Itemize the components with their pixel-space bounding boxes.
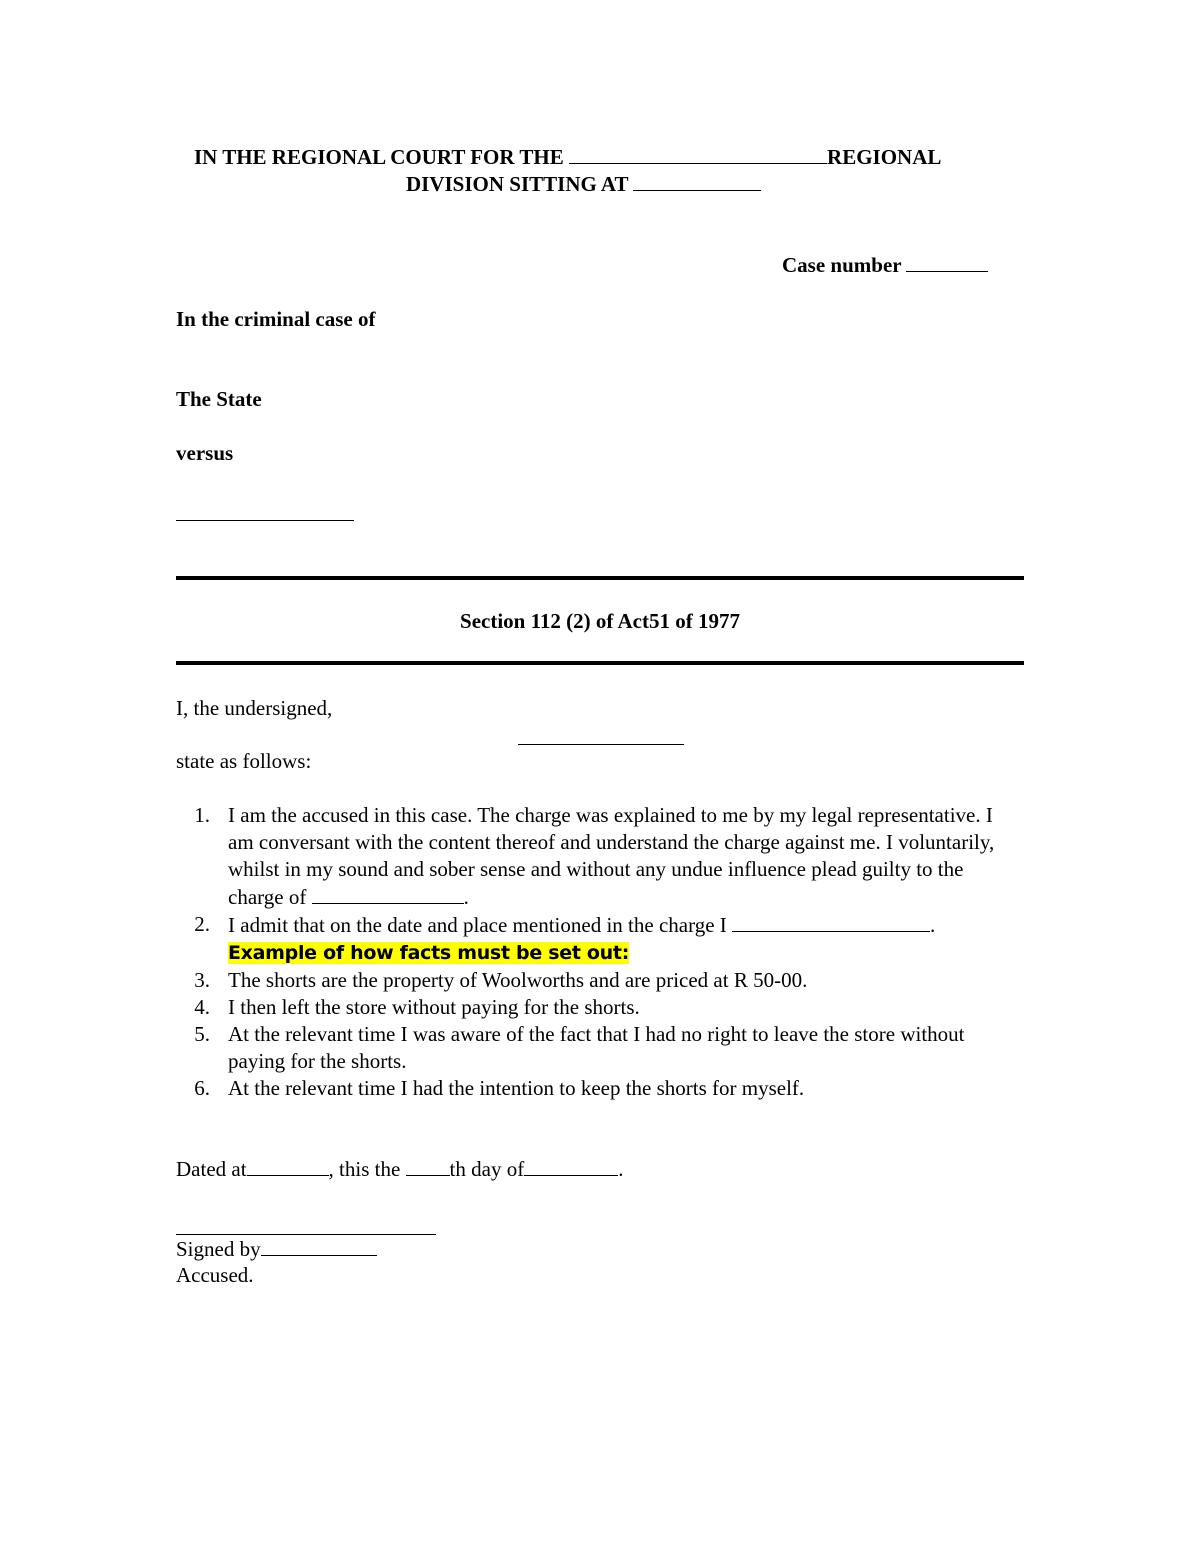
list-item xyxy=(176,1075,1036,1102)
list-number: 1. xyxy=(194,803,210,827)
criminal-case-label: In the criminal case of xyxy=(176,307,376,331)
statement-end: . xyxy=(930,913,936,937)
list-item xyxy=(176,911,1036,967)
list-item xyxy=(176,967,1036,994)
section-top-rule xyxy=(176,576,1024,580)
list-number: 6. xyxy=(194,1076,210,1100)
versus-label: versus xyxy=(176,441,234,465)
court-header-line1 xyxy=(194,143,941,171)
dated-day-blank[interactable] xyxy=(406,1155,450,1176)
example-highlight: Example of how facts must be set out: xyxy=(228,942,629,964)
state-label: The State xyxy=(176,387,262,411)
accused-name-blank[interactable] xyxy=(176,500,354,521)
case-number xyxy=(782,251,988,279)
statement-end: . xyxy=(463,885,469,909)
dated-place-blank[interactable] xyxy=(247,1155,329,1176)
regional-blank[interactable] xyxy=(569,143,827,164)
dated-middle: , this the xyxy=(328,1157,401,1181)
signed-by-label: Signed by xyxy=(176,1237,261,1261)
sitting-at-blank[interactable] xyxy=(633,170,761,191)
accused-label: Accused. xyxy=(176,1263,254,1287)
statement-text: At the relevant time I was aware of the fact that I had no right to leave the store without paying for the shorts. xyxy=(228,1022,965,1073)
statement-text: I am the accused in this case. The charge was explained to me by my legal representative. I am conversant with the content thereof and understand the charge against me. I voluntarily, whilst in my sound and sober sense and without any undue influence plead guilty to the charge of xyxy=(228,803,995,909)
dated-month-blank[interactable] xyxy=(524,1155,618,1176)
dated-end: . xyxy=(618,1157,624,1181)
list-number: 2. xyxy=(194,912,210,936)
facts-blank[interactable] xyxy=(732,911,930,932)
section-title: Section 112 (2) of Act51 of 1977 xyxy=(460,609,740,633)
dated-day-suffix: th day of xyxy=(449,1157,525,1181)
statement-list xyxy=(176,802,1036,1102)
case-number-blank[interactable] xyxy=(906,251,988,272)
list-item xyxy=(176,802,1036,911)
case-number-label: Case number xyxy=(782,253,902,277)
charge-blank[interactable] xyxy=(312,883,464,904)
division-label: DIVISION SITTING AT xyxy=(406,172,629,196)
list-number: 4. xyxy=(194,995,210,1019)
signed-by-blank[interactable] xyxy=(261,1235,377,1256)
dated-line xyxy=(176,1155,623,1183)
dated-prefix: Dated at xyxy=(176,1157,247,1181)
section-bottom-rule xyxy=(176,661,1024,665)
list-item xyxy=(176,1021,1036,1075)
list-number: 5. xyxy=(194,1022,210,1046)
statement-text: The shorts are the property of Woolworths and are priced at R 50-00. xyxy=(228,968,808,992)
list-number: 3. xyxy=(194,968,210,992)
list-item xyxy=(176,994,1036,1021)
court-header-line2 xyxy=(406,170,761,198)
undersigned-name-blank[interactable] xyxy=(518,724,684,745)
statement-text: At the relevant time I had the intention to keep the shorts for myself. xyxy=(228,1076,805,1100)
statement-text: I then left the store without paying for the shorts. xyxy=(228,995,640,1019)
undersigned-label: I, the undersigned, xyxy=(176,696,333,720)
court-header-suffix: REGIONAL xyxy=(827,145,942,169)
signed-by xyxy=(176,1235,377,1263)
statement-text: I admit that on the date and place mentioned in the charge I xyxy=(228,913,727,937)
state-as-follows: state as follows: xyxy=(176,749,312,773)
signature-line[interactable] xyxy=(176,1214,436,1235)
court-header-prefix: IN THE REGIONAL COURT FOR THE xyxy=(194,145,564,169)
